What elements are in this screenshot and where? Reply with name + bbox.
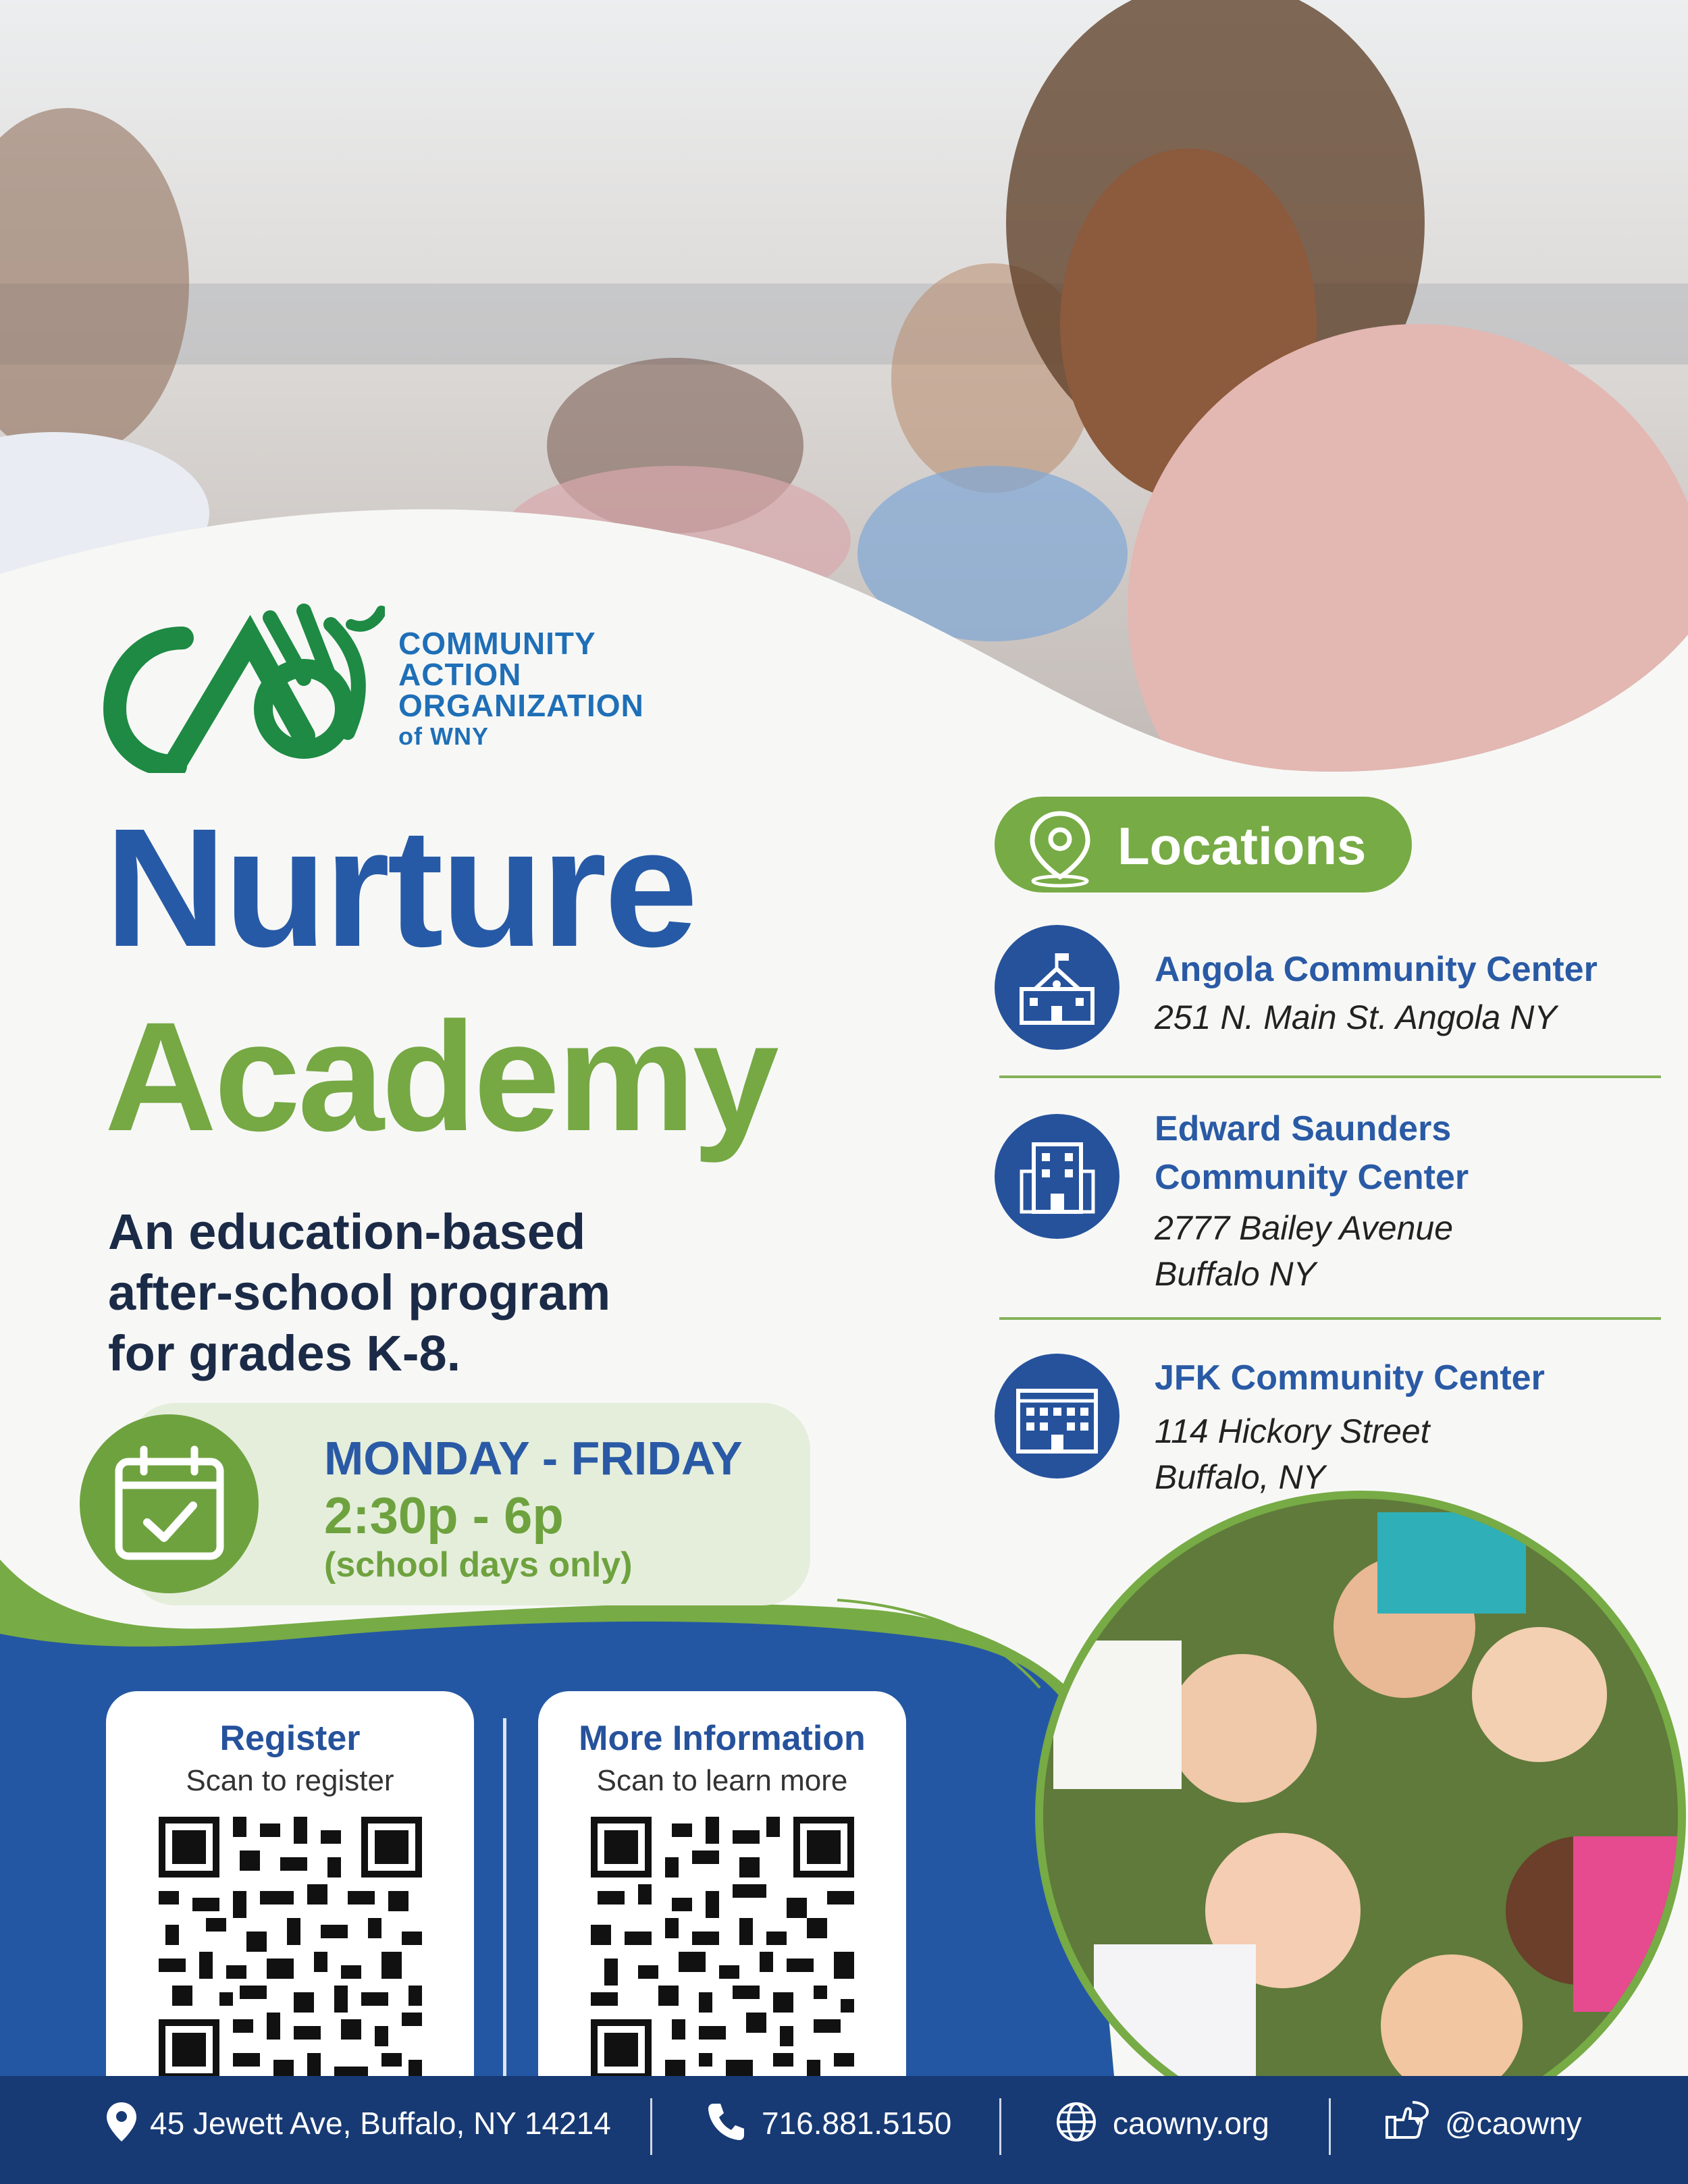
location-1-badge <box>995 925 1119 1050</box>
phone-icon <box>706 2101 746 2141</box>
org-name: COMMUNITY ACTION ORGANIZATION of WNY <box>398 626 644 750</box>
calendar-badge <box>80 1414 259 1593</box>
register-subtitle: Scan to register <box>186 1764 394 1797</box>
location-3-name: JFK Community Center <box>1155 1358 1545 1397</box>
location-2-badge <box>995 1114 1119 1239</box>
location-3-badge <box>995 1354 1119 1479</box>
register-title: Register <box>219 1719 361 1758</box>
qr-divider <box>503 1718 506 2083</box>
location-pin-icon <box>105 2101 138 2143</box>
register-qr-code[interactable] <box>152 1810 429 2087</box>
location-1-name: Angola Community Center <box>1155 950 1598 989</box>
schedule-time: 2:30p - 6p <box>324 1487 564 1545</box>
headline-academy: Academy <box>105 990 776 1163</box>
schedule-note: (school days only) <box>324 1545 633 1584</box>
footer-separator-3 <box>1329 2098 1331 2155</box>
school-building-icon <box>995 925 1119 1050</box>
location-divider-1 <box>999 1075 1661 1078</box>
location-3-address-line1: 114 Hickory Street <box>1155 1412 1430 1450</box>
location-2-name-line2: Community Center <box>1155 1158 1469 1197</box>
calendar-check-icon <box>80 1414 259 1593</box>
footer-address: 45 Jewett Ave, Buffalo, NY 14214 <box>150 2106 611 2141</box>
headline-nurture: Nurture <box>105 793 695 982</box>
location-1-address: 251 N. Main St. Angola NY <box>1155 998 1557 1036</box>
location-2-address-line2: Buffalo NY <box>1155 1255 1317 1293</box>
tagline: An education-based after-school program for grades K-8. <box>108 1204 611 1381</box>
location-2-address-line1: 2777 Bailey Avenue <box>1155 1209 1454 1247</box>
footer-separator-1 <box>650 2098 652 2155</box>
more-info-card <box>538 1691 906 2123</box>
footer-social[interactable]: @caowny <box>1445 2106 1582 2141</box>
social-icon <box>1384 2100 1430 2144</box>
more-info-subtitle: Scan to learn more <box>596 1764 848 1797</box>
location-pin-icon <box>1023 807 1097 888</box>
location-2-name-line1: Edward Saunders <box>1155 1109 1452 1148</box>
more-info-title: More Information <box>579 1719 866 1758</box>
footer-website[interactable]: caowny.org <box>1113 2106 1269 2141</box>
register-card <box>106 1691 474 2123</box>
location-3-address-line2: Buffalo, NY <box>1155 1458 1325 1496</box>
footer-separator-2 <box>999 2098 1001 2155</box>
office-building-icon <box>995 1114 1119 1239</box>
apartment-building-icon <box>995 1354 1119 1479</box>
footer-phone[interactable]: 716.881.5150 <box>762 2106 952 2141</box>
location-divider-2 <box>999 1317 1661 1320</box>
locations-title: Locations <box>1117 816 1367 876</box>
kids-photo-circle <box>1033 1485 1688 2147</box>
more-info-qr-code[interactable] <box>584 1810 861 2087</box>
cao-logo <box>101 597 385 773</box>
globe-icon <box>1055 2101 1097 2143</box>
schedule-days: MONDAY - FRIDAY <box>324 1432 743 1485</box>
